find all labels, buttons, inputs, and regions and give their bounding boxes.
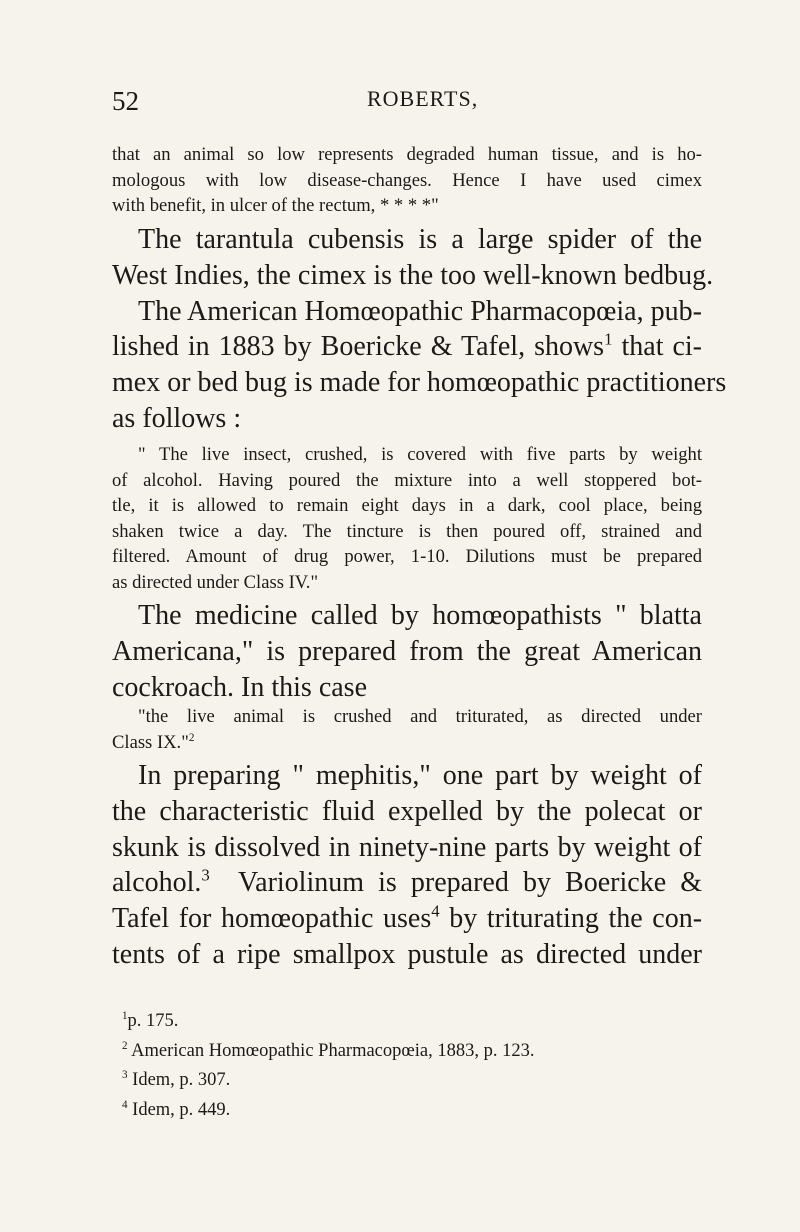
- footnote-ref: 3: [201, 866, 210, 886]
- footnote-4: [122, 1096, 722, 1126]
- footnotes: [122, 1007, 722, 1125]
- text-line: The American Homœopathic Pharmacopœia, pub-: [138, 295, 702, 327]
- footnote-mark: 4: [122, 1098, 128, 1111]
- footnote-ref: 1: [604, 330, 613, 350]
- page-header: [112, 86, 712, 126]
- text-line: "the live animal is crushed and triturated, as directed under: [138, 706, 702, 727]
- text-line: The medicine called by homœopathists " blatta: [138, 600, 702, 631]
- text-line: [112, 329, 702, 365]
- footnote-mark: 2: [122, 1039, 128, 1052]
- text-line: as directed under Class IV.": [112, 571, 319, 593]
- text-fragment: Variolinum is prepared by Boericke &: [238, 867, 703, 899]
- text-line: that an animal so low represents degraded human tissue, and is ho-: [112, 144, 702, 165]
- quote-paragraph-1: [112, 142, 702, 219]
- text-line: cockroach. In this case: [112, 671, 367, 703]
- text-line: shaken twice a day. The tincture is then poured off, strained and: [112, 520, 702, 542]
- text-line: West Indies, the cimex is the too well-known bedbug.: [112, 259, 714, 291]
- quote-paragraph-cimex: [112, 442, 702, 595]
- text-line: In preparing " mephitis," one part by weight of: [138, 760, 702, 791]
- text-fragment: that ci-: [621, 331, 702, 363]
- text-line: of alcohol. Having poured the mixture into a well stoppered bot-: [112, 469, 702, 491]
- page-number: 52: [112, 86, 139, 116]
- text-line: [112, 730, 702, 756]
- text-line: filtered. Amount of drug power, 1-10. Dilutions must be prepared: [112, 546, 702, 567]
- text-line: as follows :: [112, 402, 242, 434]
- text-fragment: by triturating the con-: [449, 903, 703, 935]
- footnote-1: [122, 1007, 722, 1037]
- quote-paragraph-blatta: [112, 704, 702, 755]
- text-fragment: alcohol.: [112, 867, 202, 899]
- text-line: mologous with low disease-changes. Hence I have used cimex: [112, 169, 702, 191]
- footnote-text: Idem, p. 449.: [132, 1099, 231, 1120]
- footnote-ref: 4: [431, 901, 440, 921]
- footnote-3: [122, 1066, 722, 1096]
- text-line: with benefit, in ulcer of the rectum, * * * *": [112, 195, 439, 216]
- text-line: skunk is dissolved in ninety-nine parts by weight of: [112, 831, 702, 863]
- text-line: [112, 901, 702, 937]
- text-line: mex or bed bug is made for homœopathic practitioners: [112, 367, 727, 399]
- text-fragment: Class IX.": [112, 731, 189, 753]
- footnote-text: p. 175.: [127, 1011, 179, 1031]
- footnote-mark: 1: [122, 1009, 128, 1022]
- footnote-text: Idem, p. 307.: [132, 1070, 231, 1090]
- text-line: tents of a ripe smallpox pustule as directed under: [112, 938, 702, 970]
- body-paragraph-tarantula: [112, 222, 727, 437]
- footnote-text: American Homœopathic Pharmacopœia, 1883, p. 123.: [131, 1040, 535, 1061]
- body-paragraph-blatta: [112, 598, 702, 705]
- footnote-ref: 2: [188, 731, 195, 744]
- text-line: the characteristic fluid expelled by the polecat or: [112, 795, 702, 827]
- text-line: The tarantula cubensis is a large spider of the: [138, 224, 702, 255]
- body-paragraph-mephitis: [112, 758, 702, 973]
- footnote-2: [122, 1037, 722, 1067]
- footnote-mark: 3: [122, 1068, 128, 1081]
- text-line: [112, 865, 702, 901]
- text-fragment: Tafel for homœopathic uses: [112, 903, 432, 935]
- text-line: " The live insect, crushed, is covered with five parts by weight: [138, 444, 702, 465]
- text-line: tle, it is allowed to remain eight days in a dark, cool place, being: [112, 495, 702, 516]
- text-line: Americana," is prepared from the great American: [112, 635, 702, 667]
- text-fragment: lished in 1883 by Boericke & Tafel, shows: [112, 331, 605, 363]
- running-head: ROBERTS,: [367, 86, 479, 111]
